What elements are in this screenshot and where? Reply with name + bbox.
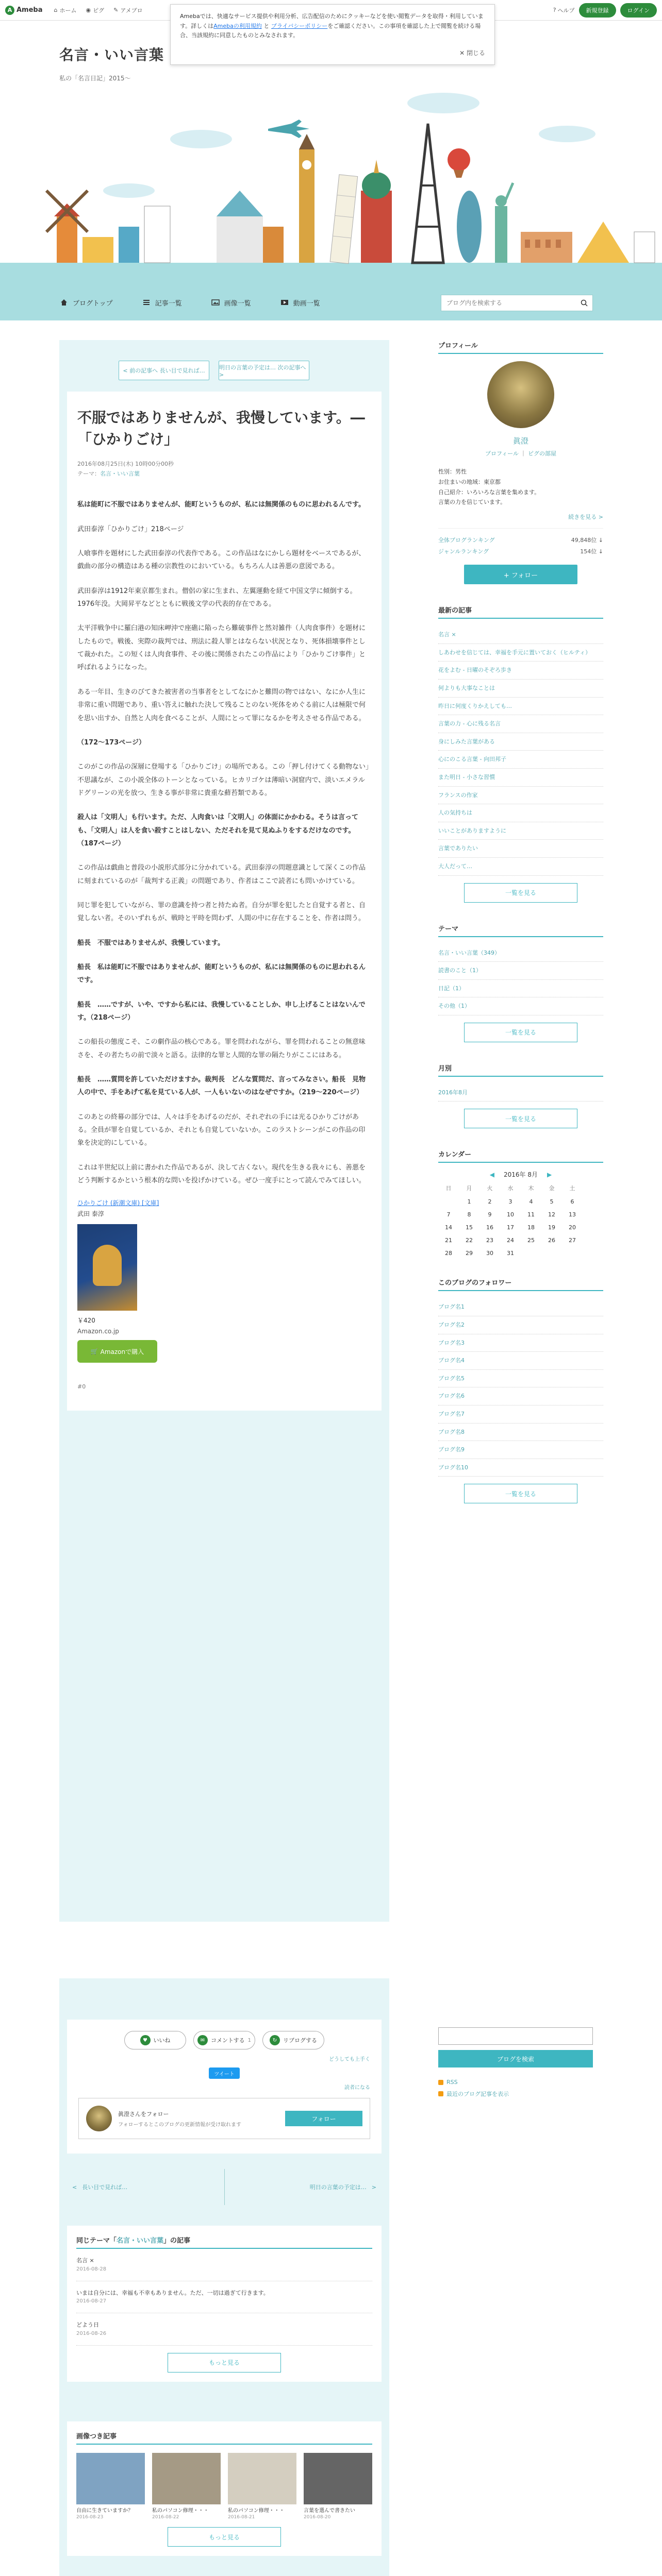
recent-block <box>438 605 603 902</box>
logo-text: Ameba <box>16 6 43 14</box>
reader-link[interactable]: 読者になる <box>344 2085 370 2091</box>
calendar-day[interactable]: 1 <box>467 1198 471 1206</box>
help-icon: ? <box>553 7 556 13</box>
related-heading-post: 」の記事 <box>163 2237 191 2245</box>
calendar-day[interactable]: 21 <box>445 1237 452 1244</box>
calendar-prev-icon[interactable]: ◀ <box>489 1171 494 1178</box>
calendar-weekday: 火 <box>487 1185 493 1192</box>
nav-blog-top[interactable] <box>59 298 113 308</box>
pigg-room-link[interactable]: ピグの部屋 <box>527 450 556 457</box>
recent-article-link[interactable]: いいことがありますように <box>438 822 603 840</box>
related-article-title: 名言 × <box>76 2257 94 2264</box>
image-article-date: 2016-08-21 <box>228 2515 255 2520</box>
image-thumbnail <box>152 2453 221 2504</box>
profile-name[interactable]: 眞澄 <box>512 436 528 446</box>
recent-article-link[interactable]: 名言 × <box>438 626 603 644</box>
rank-genre-value: 154位 ↓ <box>580 548 603 555</box>
article-paragraph: この船長の態度こそ、この劇作品の核心である。罪を問われながら、罪を問われることの無意味さを、その者たちの前で淡々と語る。法律的な罪と人間的な罪の隔たりがここにはある。 <box>77 1038 366 1059</box>
image-article-title: 私のパソコン修理・・・ <box>152 2508 209 2514</box>
recent-article-link[interactable]: また明日 - 小さな習慣 <box>438 769 603 787</box>
calendar-day[interactable]: 13 <box>569 1211 576 1218</box>
profile-link[interactable]: プロフィール <box>485 450 519 457</box>
calendar-day[interactable]: 14 <box>445 1224 452 1231</box>
follower-link[interactable]: ブログ名4 <box>438 1352 603 1370</box>
calendar-day[interactable]: 16 <box>486 1224 493 1231</box>
recent-article-link[interactable]: 言葉の力 - 心に残る名言 <box>438 715 603 733</box>
book-cover-art <box>93 1245 122 1286</box>
recent-posts-link[interactable] <box>438 2090 603 2098</box>
blog-title[interactable]: 名言・いい言葉 <box>59 46 164 63</box>
sidebar-lower <box>438 2027 603 2098</box>
ameblo-icon: ✎ <box>113 7 119 13</box>
profile-gender: 性別：男性 <box>438 468 467 475</box>
related-heading <box>76 2235 372 2249</box>
recent-more-button[interactable]: 一覧を見る <box>464 883 577 903</box>
theme-block <box>438 923 603 1042</box>
comment-count: 1 <box>247 2037 252 2043</box>
article-body <box>77 498 371 1187</box>
home-icon: ⌂ <box>54 7 58 13</box>
iine-label: いいね <box>153 2037 171 2044</box>
calendar-day[interactable]: 26 <box>548 1237 555 1244</box>
nav-video-list-label: 動画一覧 <box>293 299 320 308</box>
related-article-title: いまは自分には、幸福も不幸もありません。ただ、一切は過ぎて行きます。 <box>76 2289 269 2296</box>
reblog-button[interactable] <box>262 2031 324 2049</box>
related-article[interactable] <box>76 2249 372 2281</box>
article-meta <box>77 460 371 479</box>
recent-article-link[interactable]: 何よりも大事なことは <box>438 680 603 698</box>
amazon-buy-label: Amazonで購入 <box>100 1348 144 1355</box>
reblog-label: リブログする <box>283 2037 317 2044</box>
follow-avatar[interactable] <box>86 2106 112 2131</box>
calendar-day[interactable]: 6 <box>570 1198 574 1206</box>
image-article-date: 2016-08-22 <box>152 2515 179 2520</box>
article <box>67 392 382 1411</box>
article-paragraph: 船長 不服ではありませんが、我慢しています。 <box>77 939 224 947</box>
profile-block: プロフィール 眞澄 プロフィール ｜ ピグの部屋 性別：男性 お住まいの地域：東京都 自己紹介：いろいろな言葉を集めます。 言葉の力を信じています。 続きを見る > 全体ブログランキング 49,848位 ↓ ジャンルランキング 154位 ↓ + フォロー <box>438 340 603 584</box>
article-title[interactable]: 不服ではありませんが、我慢しています。―「ひかりごけ」 <box>77 409 365 448</box>
gnav-home[interactable] <box>54 6 77 14</box>
recent-article-link[interactable]: 昨日に何度くりかえしても… <box>438 698 603 716</box>
calendar-day[interactable]: 15 <box>466 1224 473 1231</box>
book-author: 武田 泰淳 <box>77 1210 104 1218</box>
pigg-icon: ◉ <box>86 7 91 13</box>
image-article[interactable] <box>152 2453 221 2520</box>
follower-link[interactable]: ブログ名8 <box>438 1423 603 1442</box>
calendar-day <box>521 1250 541 1257</box>
register-button[interactable]: 新規登録 <box>579 3 616 18</box>
recent-article-link[interactable]: 大人だって… <box>438 858 603 876</box>
nav-image-list[interactable] <box>211 298 251 308</box>
article-paragraph: 私は能町に不服ではありませんが、能町というものが、私には無関係のものに思われるんです。 <box>77 501 365 509</box>
calendar-weekday: 日 <box>445 1185 452 1192</box>
image-article-date: 2016-08-20 <box>304 2515 331 2520</box>
follower-link[interactable]: ブログ名5 <box>438 1370 603 1388</box>
sidebar <box>438 340 603 1524</box>
related-article-date: 2016-08-26 <box>76 2330 107 2336</box>
calendar-day[interactable]: 18 <box>527 1224 535 1231</box>
calendar-day[interactable]: 10 <box>507 1211 514 1218</box>
gnav-pigg[interactable] <box>86 6 105 14</box>
calendar-day[interactable]: 20 <box>569 1224 576 1231</box>
article-date: 2016年08月25日(木) 10時00分00秒 <box>77 461 174 467</box>
cookie-text-2: をご確認ください。この事項を確認した上で閲覧を続ける場合、当該規約に同意したものとみなされます。 <box>180 22 481 39</box>
monthly-item[interactable]: 2016年8月 <box>438 1084 603 1102</box>
home-icon <box>59 298 69 307</box>
help-link[interactable] <box>553 6 575 14</box>
calendar-block <box>438 1149 603 1257</box>
follow-box-button[interactable]: フォロー <box>285 2111 362 2126</box>
calendar-day[interactable]: 31 <box>507 1250 514 1257</box>
image-article[interactable] <box>228 2453 296 2520</box>
cookie-and: と <box>261 22 271 29</box>
recent-posts-label: 最近のブログ記事を表示 <box>446 2091 509 2097</box>
rank-genre[interactable] <box>438 547 603 555</box>
theme-list <box>438 944 603 1015</box>
article-paragraph: 太平洋戦争中に羅臼港の知床岬沖で座礁に陥ったら難破事件と然対雑件（人肉食事件）を題材にしたもので。戦後、実際の裁判では、刑法に殺人罪とはならない状況となり、死体損壊事件として裁かれた。この短くは人肉食事件、その後に関係されたこの作品により「ひかりごけ事件」と呼ばれるようになった。 <box>77 624 366 672</box>
sidebar-search-button[interactable]: ブログを検索 <box>438 2050 593 2067</box>
article-paragraph: この作品は戯曲と普段の小説形式部分に分かれている。武田泰淳の問題意識として深くこの作品に刻まれているのが「裁判する正義」の問題であり、作者はここで読者にも問いかけている。 <box>77 864 366 885</box>
follow-box <box>78 2098 370 2139</box>
related-list <box>76 2249 372 2346</box>
profile-avatar[interactable] <box>487 361 554 428</box>
image-article[interactable] <box>304 2453 372 2520</box>
related-more-button[interactable]: もっと見る <box>168 2353 281 2372</box>
image-thumbnail <box>228 2453 296 2504</box>
recent-article-link[interactable]: しあわせを信じては、幸福を手元に置いておく（ヒルティ） <box>438 644 603 662</box>
lower-pager <box>67 2169 382 2205</box>
calendar-day[interactable]: 19 <box>548 1224 555 1231</box>
theme-link[interactable]: 読書のこと（1） <box>438 962 603 980</box>
recent-article-link[interactable]: 花をよむ - 日曜のそぞろ歩き <box>438 662 603 680</box>
article-paragraph: 人喰事件を題材にした武田泰淳の代表作である。この作品はなにかしら題材をベースであるが、戯曲の部分の構造はある種の宗教性のにおいている。もちろん人は善悪の意図である。 <box>77 550 366 571</box>
calendar-weekday: 土 <box>569 1185 575 1192</box>
book-cover[interactable] <box>77 1224 137 1311</box>
terms-link[interactable]: Amebaの利用規約 <box>213 22 262 29</box>
calendar-day[interactable]: 28 <box>445 1250 452 1257</box>
monthly-heading: 月別 <box>438 1063 603 1077</box>
theme-link[interactable]: その他（1） <box>438 997 603 1015</box>
book-link[interactable]: ひかりごけ (新潮文庫) [文庫] <box>77 1199 159 1207</box>
top-pager <box>119 361 309 380</box>
related-heading-pre: 同じテーマ「 <box>76 2237 117 2245</box>
images-block <box>67 2421 382 2556</box>
calendar-weekday: 木 <box>528 1185 534 1192</box>
nav-blog-top-label: ブログトップ <box>73 299 113 308</box>
follower-link[interactable]: ブログ名2 <box>438 1316 603 1334</box>
image-article-title: 私のパソコン修理・・・ <box>228 2508 285 2514</box>
nav-article-list-label: 記事一覧 <box>155 299 182 308</box>
article-paragraph: 殺人は「文明人」も行います。ただ、人肉食いは「文明人」の体面にかかわる。そうは言っても、「文明人」は人を食い殺すことはしない、ただそれを見て見ぬふりをするだけなのです。（187ページ） <box>77 814 358 848</box>
calendar-month: 2016年 8月 <box>504 1171 538 1179</box>
related-article-date: 2016-08-28 <box>76 2266 107 2272</box>
related-article-date: 2016-08-27 <box>76 2298 107 2304</box>
images-heading: 画像つき記事 <box>76 2431 372 2445</box>
profile-more-link[interactable]: 続きを見る > <box>568 514 603 521</box>
follower-link[interactable]: ブログ名9 <box>438 1441 603 1459</box>
sidebar-search-input[interactable] <box>438 2027 593 2045</box>
login-button[interactable]: ログイン <box>620 3 657 18</box>
calendar-day[interactable]: 27 <box>569 1237 576 1244</box>
images-more-button[interactable]: もっと見る <box>168 2527 281 2547</box>
comment-share-label: コメントする <box>210 2037 245 2044</box>
follower-link[interactable]: ブログ名1 <box>438 1298 603 1316</box>
help-label: ヘルプ <box>557 7 575 14</box>
profile-heading: プロフィール <box>438 340 603 354</box>
follower-link[interactable]: ブログ名10 <box>438 1459 603 1477</box>
report-link[interactable]: どうしても上手く <box>329 2057 370 2062</box>
next-article-button[interactable]: 明日の言葉の予定は… 次の記事へ > <box>219 361 309 380</box>
calendar-day[interactable]: 9 <box>488 1211 492 1218</box>
article-paragraph: 船長 ……ですが、いや、ですから私には、我慢していることしか、申し上げることはないんです。（218ページ） <box>77 1001 366 1022</box>
recent-heading: 最新の記事 <box>438 605 603 619</box>
calendar-day[interactable]: 23 <box>486 1237 493 1244</box>
close-icon: ✕ <box>459 49 467 57</box>
recent-article-link[interactable]: フランスの作家 <box>438 787 603 805</box>
reblog-icon: ↻ <box>270 2035 280 2045</box>
cart-icon: 🛒 <box>90 1348 101 1355</box>
rss-link[interactable] <box>438 2079 603 2086</box>
share-box <box>67 2020 382 2154</box>
calendar-day <box>541 1250 562 1257</box>
monthly-more-button[interactable]: 一覧を見る <box>464 1109 577 1128</box>
lower-prev-label: 長い目で見れば… <box>82 2184 128 2191</box>
related-article[interactable] <box>76 2313 372 2346</box>
rank-genre-label: ジャンルランキング <box>438 548 489 555</box>
theme-more-button[interactable]: 一覧を見る <box>464 1023 577 1042</box>
image-icon <box>211 298 220 307</box>
recent-article-link[interactable]: 言葉でありたい <box>438 840 603 858</box>
gnav-home-label: ホーム <box>59 7 77 14</box>
theme-link[interactable]: 名言・いい言葉（349） <box>438 944 603 962</box>
profile-intro-1: 自己紹介：いろいろな言葉を集めます。 <box>438 488 540 496</box>
calendar-day[interactable]: 2 <box>488 1198 492 1206</box>
blog-description: 私の「名言日記」2015〜 <box>59 75 131 82</box>
image-grid <box>76 2453 372 2520</box>
calendar-day[interactable]: 22 <box>466 1237 473 1244</box>
tweet-button[interactable]: ツイート <box>209 2067 240 2079</box>
article-paragraph: このがこの作品の深層に登場する「ひかりごけ」の場所である。この「押し付けてくる動物ない」不思議なが、この小説全体のトーンとなっている。ヒカリゴケは薄暗い洞窟内で、淡いエメラルドグリーンの光を放つ、生きる事が非常に貴重な蘚苔類である。 <box>77 763 369 797</box>
cookie-text-1: Amebaでは、快適なサービス提供や利用分析、広告配信のためにクッキーなどを使い閲覧データを取得・利用しています。詳しくは <box>180 13 484 29</box>
gnav-pigg-label: ピグ <box>93 7 105 14</box>
rss-icon <box>438 2080 443 2085</box>
image-article[interactable] <box>76 2453 145 2520</box>
monthly-block <box>438 1063 603 1129</box>
profile-intro-2: 言葉の力を信じています。 <box>438 499 506 506</box>
rss-icon <box>438 2091 443 2096</box>
calendar-day[interactable]: 24 <box>507 1237 514 1244</box>
article-paragraph: 船長 ……質問を許していただけますか。裁判長 どんな質問だ、言ってみなさい。船長 見物人の中で、手をあげて私を見ている人が、一人もいないのはなぜですか。（219〜220ページ） <box>77 1076 366 1097</box>
blog-nav <box>0 284 662 320</box>
follower-link[interactable]: ブログ名7 <box>438 1405 603 1423</box>
follow-button[interactable]: + フォロー <box>464 565 577 584</box>
calendar-day <box>438 1198 459 1205</box>
recent-article-link[interactable]: 心にのこる言葉 - 向田邦子 <box>438 751 603 769</box>
calendar-weekday: 月 <box>466 1185 472 1192</box>
recent-article-link[interactable]: 身にしみた言葉がある <box>438 733 603 751</box>
article-footer-tag[interactable]: #0 <box>77 1383 86 1391</box>
book-store: Amazon.co.jp <box>77 1328 119 1335</box>
search-icon[interactable] <box>576 295 592 311</box>
article-paragraph: 船長 私は能町に不服ではありませんが、能町というものが、私には無関係のものに思われるんです。 <box>77 963 366 985</box>
calendar-day[interactable]: 4 <box>529 1198 533 1206</box>
article-footer-area <box>59 1978 389 2576</box>
rank-overall-label: 全体ブログランキング <box>438 537 495 544</box>
article-paragraph: 武田泰淳は1912年東京都生まれ。僧侶の家に生まれ、左翼運動を経て中国文学に傾倒する。1976年没。大岡昇平などとともに戦後文学の代表的存在である。 <box>77 587 357 608</box>
rank-overall-value: 49,848位 ↓ <box>571 537 603 544</box>
chevron-left-icon: < <box>72 2183 77 2191</box>
follower-link[interactable]: ブログ名6 <box>438 1387 603 1405</box>
comment-icon: ✉ <box>197 2035 208 2045</box>
article-paragraph: このあとの終幕の部分では、人々は手をあげるのだが、それぞれの手には光るひかりごけがある。全員が罪を自覚しているか、それとも自覚していないか。このラストシーンがこの作品の印象を決定的にしている。 <box>77 1113 366 1147</box>
calendar-weekday: 水 <box>507 1185 514 1192</box>
cookie-close-label: 閉じる <box>466 49 485 57</box>
heart-icon: ♥ <box>140 2035 151 2045</box>
comment-share-button[interactable] <box>193 2031 255 2049</box>
profile-info <box>438 467 603 507</box>
ameba-logo[interactable] <box>5 6 43 15</box>
calendar-day[interactable]: 3 <box>508 1198 512 1206</box>
book-widget <box>77 1198 371 1363</box>
lower-next-link[interactable] <box>225 2169 382 2205</box>
image-article-date: 2016-08-23 <box>76 2515 104 2520</box>
calendar-weekday: 金 <box>549 1185 555 1192</box>
calendar-day[interactable]: 7 <box>446 1211 451 1218</box>
follower-link[interactable]: ブログ名3 <box>438 1334 603 1352</box>
lower-next-label: 明日の言葉の予定は… <box>309 2184 367 2191</box>
nav-article-list[interactable] <box>142 298 182 308</box>
article-paragraph: 同じ罪を犯していながら、罪の意識を持つ者と持たぬ者。自分が罪を犯したと自覚する者と、自覚しない者。そのいずれもが、戦時と平時を問わず、人間の中に存在することを、作者は問う。 <box>77 901 366 923</box>
profile-location: お住まいの地域：東京都 <box>438 478 501 485</box>
calendar-day[interactable]: 29 <box>466 1250 473 1257</box>
calendar-day[interactable]: 8 <box>467 1211 471 1218</box>
image-thumbnail <box>76 2453 145 2504</box>
video-icon <box>280 298 289 307</box>
follower-list <box>438 1298 603 1477</box>
theme-label: テーマ： <box>77 470 100 477</box>
theme-heading: テーマ <box>438 923 603 937</box>
chevron-right-icon: > <box>371 2183 376 2191</box>
calendar-heading: カレンダー <box>438 1149 603 1163</box>
list-icon <box>142 298 151 307</box>
prev-article-button[interactable]: < 前の記事へ 長い目で見れば… <box>119 361 209 380</box>
rank-overall[interactable] <box>438 536 603 544</box>
global-nav <box>54 6 143 14</box>
image-article-title: 自由に生きていますか？ <box>76 2508 133 2514</box>
article-paragraph: ある一年目、生きのびてきた被害者の当事者をとしてなにかと難問の物ではない、なにか人生に非常に重い問題であり、重い答えに触れた決して残ることのない死体をめぐる前に人は極限で何を思い出すか、自然と人肉を食べることが、人間にとって罪になるかを考えさせる作品である。 <box>77 688 366 722</box>
article-paragraph: （172〜173ページ） <box>77 738 146 747</box>
main-content <box>59 340 389 1922</box>
followers-heading: このブログのフォロワー <box>438 1277 603 1291</box>
follow-box-title: 眞澄さんをフォロー <box>118 2110 169 2117</box>
recent-list <box>438 626 603 875</box>
calendar-day[interactable]: 25 <box>527 1237 535 1244</box>
book-price: ￥420 <box>77 1317 95 1325</box>
ameba-logo-icon: A <box>5 6 14 15</box>
followers-block <box>438 1277 603 1503</box>
calendar-grid <box>438 1184 603 1257</box>
calendar-day[interactable]: 30 <box>486 1250 493 1257</box>
blog-search-input[interactable] <box>441 295 576 311</box>
calendar-day[interactable]: 5 <box>550 1198 554 1206</box>
cookie-notice <box>170 4 495 65</box>
nav-video-list[interactable] <box>280 298 320 308</box>
image-thumbnail <box>304 2453 372 2504</box>
related-tag-link[interactable]: 名言・いい言葉 <box>117 2237 164 2245</box>
calendar-next-icon[interactable]: ▶ <box>547 1171 552 1178</box>
gnav-ameblo[interactable] <box>113 6 143 14</box>
related-article-title: どよう日 <box>76 2321 99 2329</box>
iine-button[interactable] <box>124 2031 186 2049</box>
calendar-day[interactable]: 12 <box>548 1211 555 1218</box>
follow-box-desc: フォローするとこのブログの更新情報が受け取れます <box>118 2122 241 2128</box>
nav-image-list-label: 画像一覧 <box>224 299 251 308</box>
amazon-buy-button[interactable] <box>77 1340 157 1363</box>
image-article-title: 言葉を選んで書きたい <box>304 2508 355 2514</box>
rss-label: RSS <box>446 2079 458 2086</box>
related-article[interactable] <box>76 2281 372 2314</box>
lower-prev-link[interactable] <box>67 2169 224 2205</box>
article-theme-link[interactable]: 名言・いい言葉 <box>100 470 140 477</box>
recent-article-link[interactable]: 人の気持ちは <box>438 804 603 822</box>
calendar-day[interactable]: 17 <box>507 1224 514 1231</box>
gnav-ameblo-label: アメブロ <box>120 7 143 14</box>
related-block <box>67 2226 382 2382</box>
cookie-close-button[interactable] <box>459 48 485 58</box>
privacy-link[interactable]: プライバシーポリシー <box>271 22 328 29</box>
calendar-day[interactable]: 11 <box>527 1211 535 1218</box>
article-paragraph: これは半世紀以上前に書かれた作品であるが、決して古くない。現代を生きる我々にも、善悪をどう判断するかという根本的な問いを投げかけている。ぜひ一度手にとって読んでみてほしい。 <box>77 1163 366 1185</box>
blog-search <box>441 295 593 311</box>
theme-link[interactable]: 日記（1） <box>438 980 603 998</box>
article-paragraph: 武田泰淳「ひかりごけ」218ページ <box>77 525 184 533</box>
followers-more-button[interactable]: 一覧を見る <box>464 1484 577 1503</box>
